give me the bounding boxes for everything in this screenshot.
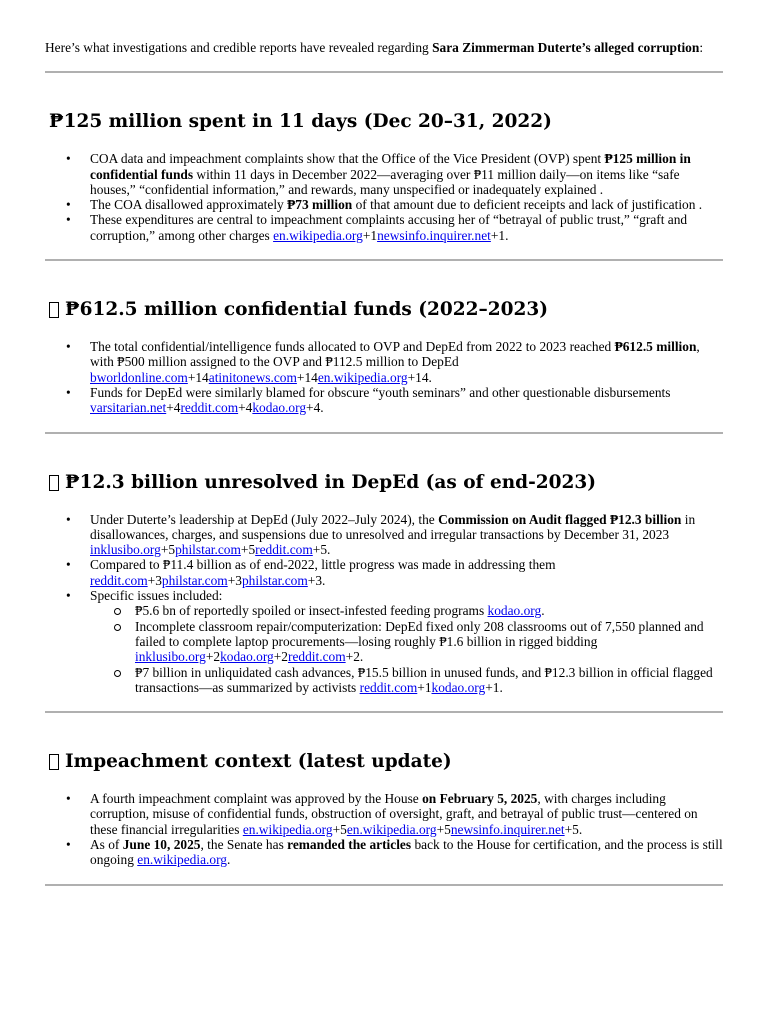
source-link[interactable]: kodao.org bbox=[431, 679, 486, 695]
source-link[interactable]: inklusibo.org bbox=[90, 542, 161, 558]
sub-bullet-list bbox=[90, 603, 723, 695]
source-link[interactable]: en.wikipedia.org bbox=[242, 821, 333, 837]
section-title: ₱12.3 billion unresolved in DepEd (as of end-2023) bbox=[65, 471, 597, 493]
list-item bbox=[90, 837, 723, 868]
source-link[interactable]: en.wikipedia.org bbox=[346, 821, 437, 837]
body-text: Funds for DepEd were similarly blamed for obscure “youth seminars” and other questionable disbursements bbox=[90, 384, 671, 400]
list-item bbox=[90, 512, 723, 558]
body-text: COA data and impeachment complaints show that the Office of the Vice President (OVP) spent bbox=[90, 151, 605, 167]
body-text: +2 bbox=[273, 649, 288, 665]
body-text: , with charges including corruption, misuse of confidential funds, obstruction of oversight, graft, and betrayal of public trust—centered on these financial irregularities bbox=[90, 791, 698, 837]
body-text: Compared to ₱11.4 billion as of end-2022, little progress was made in addressing them bbox=[90, 557, 556, 573]
source-link[interactable]: reddit.com bbox=[359, 679, 418, 695]
body-text: These expenditures are central to impeachment complaints accusing her of “betrayal of public trust,” “graft and corruption,” among other charges bbox=[90, 212, 688, 243]
body-text: +5. bbox=[312, 542, 331, 558]
source-link[interactable]: reddit.com bbox=[255, 542, 313, 558]
section-heading bbox=[49, 299, 723, 321]
source-link[interactable]: bworldonline.com bbox=[90, 369, 188, 385]
body-text: back to the House for certification, and the process is still ongoing bbox=[90, 837, 723, 868]
divider bbox=[45, 711, 723, 713]
section-title: Impeachment context (latest update) bbox=[65, 751, 452, 773]
emphasis-text: ₱125 million in confidential funds bbox=[90, 151, 691, 182]
source-link[interactable]: en.wikipedia.org bbox=[137, 852, 227, 868]
sub-list-item bbox=[135, 619, 723, 665]
body-text: +1 bbox=[417, 679, 432, 695]
intro-subject: Sara Zimmerman Duterte’s alleged corruption bbox=[432, 40, 700, 55]
body-text: A fourth impeachment complaint was approved by the House bbox=[90, 791, 423, 807]
body-text: +5. bbox=[564, 821, 583, 837]
intro-end: : bbox=[699, 40, 704, 55]
body-text: . bbox=[227, 852, 231, 868]
body-text: Specific issues included: bbox=[90, 588, 223, 604]
source-link[interactable]: newsinfo.inquirer.net bbox=[450, 821, 565, 837]
section-title: ₱612.5 million confidential funds (2022–2023) bbox=[65, 299, 548, 321]
source-link[interactable]: reddit.com bbox=[90, 572, 148, 588]
missing-glyph-icon bbox=[49, 475, 59, 491]
source-link[interactable]: reddit.com bbox=[180, 400, 239, 416]
source-link[interactable]: kodao.org bbox=[487, 603, 542, 619]
list-item bbox=[90, 557, 723, 588]
section-heading bbox=[49, 751, 723, 773]
sub-list-item bbox=[135, 665, 723, 696]
body-text: +4. bbox=[306, 400, 324, 416]
emphasis-text: remanded the articles bbox=[287, 837, 412, 853]
bullet-list bbox=[45, 791, 723, 867]
section-heading bbox=[49, 111, 723, 133]
body-text: +14 bbox=[296, 369, 318, 385]
source-link[interactable]: reddit.com bbox=[288, 649, 346, 665]
body-text: +2. bbox=[345, 649, 364, 665]
body-text: , with ₱500 million assigned to the OVP and ₱112.5 million to DepEd bbox=[90, 339, 700, 370]
body-text: +5 bbox=[332, 821, 347, 837]
body-text: within 11 days in December 2022—averaging over ₱11 million daily—on items like “safe houses,” “confidential information,” and rewards, many unspecified or inadequately explained . bbox=[90, 166, 680, 197]
source-link[interactable]: varsitarian.net bbox=[90, 400, 167, 416]
body-text: +3 bbox=[147, 572, 162, 588]
intro-text: Here’s what investigations and credible reports have revealed regarding bbox=[45, 40, 433, 55]
body-text: +5 bbox=[240, 542, 256, 558]
list-item bbox=[90, 385, 723, 416]
divider bbox=[45, 259, 723, 261]
source-link[interactable]: en.wikipedia.org bbox=[273, 227, 363, 243]
body-text: +14. bbox=[407, 369, 432, 385]
sections bbox=[45, 111, 723, 885]
body-text: +5 bbox=[436, 821, 451, 837]
emphasis-text: ₱612.5 million bbox=[614, 339, 697, 355]
divider bbox=[45, 432, 723, 434]
body-text: The COA disallowed approximately bbox=[90, 197, 288, 213]
source-link[interactable]: inklusibo.org bbox=[135, 649, 206, 665]
body-text: +4 bbox=[238, 400, 253, 416]
emphasis-text: ₱73 million bbox=[287, 197, 353, 213]
body-text: +3. bbox=[307, 572, 326, 588]
body-text: +1. bbox=[485, 679, 503, 695]
source-link[interactable]: philstar.com bbox=[241, 572, 308, 588]
body-text: in disallowances, charges, and suspensions due to unresolved and irregular transactions by December 31, 2023 bbox=[90, 511, 696, 542]
emphasis-text: on February 5, 2025 bbox=[422, 791, 538, 807]
bullet-list bbox=[45, 512, 723, 696]
body-text: +5 bbox=[160, 542, 176, 558]
divider bbox=[45, 884, 723, 886]
body-text: Incomplete classroom repair/computerization: DepEd fixed only 208 classrooms out of 7,550 planned and failed to complete laptop procurements—losing roughly ₱1.6 billion in rigged bidding bbox=[135, 618, 704, 649]
body-text: . bbox=[541, 603, 545, 619]
list-item bbox=[90, 588, 723, 695]
divider bbox=[45, 71, 723, 73]
bullet-list bbox=[45, 151, 723, 243]
body-text: of that amount due to deficient receipts and lack of justification . bbox=[352, 197, 703, 213]
section-title: ₱125 million spent in 11 days (Dec 20–31, 2022) bbox=[49, 111, 552, 133]
body-text: The total confidential/intelligence funds allocated to OVP and DepEd from 2022 to 2023 reached bbox=[90, 339, 615, 355]
source-link[interactable]: atinitonews.com bbox=[208, 369, 297, 385]
source-link[interactable]: philstar.com bbox=[175, 542, 241, 558]
emphasis-text: June 10, 2025 bbox=[122, 837, 201, 853]
body-text: +14 bbox=[187, 369, 209, 385]
missing-glyph-icon bbox=[49, 302, 59, 318]
source-link[interactable]: kodao.org bbox=[220, 649, 274, 665]
list-item bbox=[90, 151, 723, 197]
list-item bbox=[90, 212, 723, 243]
source-link[interactable]: en.wikipedia.org bbox=[317, 369, 408, 385]
source-link[interactable]: philstar.com bbox=[161, 572, 228, 588]
list-item bbox=[90, 791, 723, 837]
body-text: +4 bbox=[166, 400, 181, 416]
body-text: Under Duterte’s leadership at DepEd (July 2022–July 2024), the bbox=[90, 511, 439, 527]
body-text: ₱7 billion in unliquidated cash advances, ₱15.5 billion in unused funds, and ₱12.3 billion in official flagged transactions—as summarized by activists bbox=[135, 664, 713, 695]
body-text: , the Senate has bbox=[200, 837, 288, 853]
body-text: +1. bbox=[490, 227, 509, 243]
source-link[interactable]: kodao.org bbox=[252, 400, 307, 416]
body-text: +2 bbox=[205, 649, 221, 665]
list-item bbox=[90, 197, 723, 212]
source-link[interactable]: newsinfo.inquirer.net bbox=[377, 227, 491, 243]
missing-glyph-icon bbox=[49, 754, 59, 770]
body-text: +3 bbox=[227, 572, 242, 588]
sub-list-item bbox=[135, 603, 723, 618]
body-text: +1 bbox=[362, 227, 378, 243]
section-heading bbox=[49, 472, 723, 494]
list-item bbox=[90, 339, 723, 385]
body-text: ₱5.6 bn of reportedly spoiled or insect-infested feeding programs bbox=[135, 603, 488, 619]
emphasis-text: Commission on Audit flagged ₱12.3 billion bbox=[438, 511, 682, 527]
intro-paragraph bbox=[45, 40, 723, 55]
body-text: As of bbox=[90, 837, 123, 853]
bullet-list bbox=[45, 339, 723, 415]
